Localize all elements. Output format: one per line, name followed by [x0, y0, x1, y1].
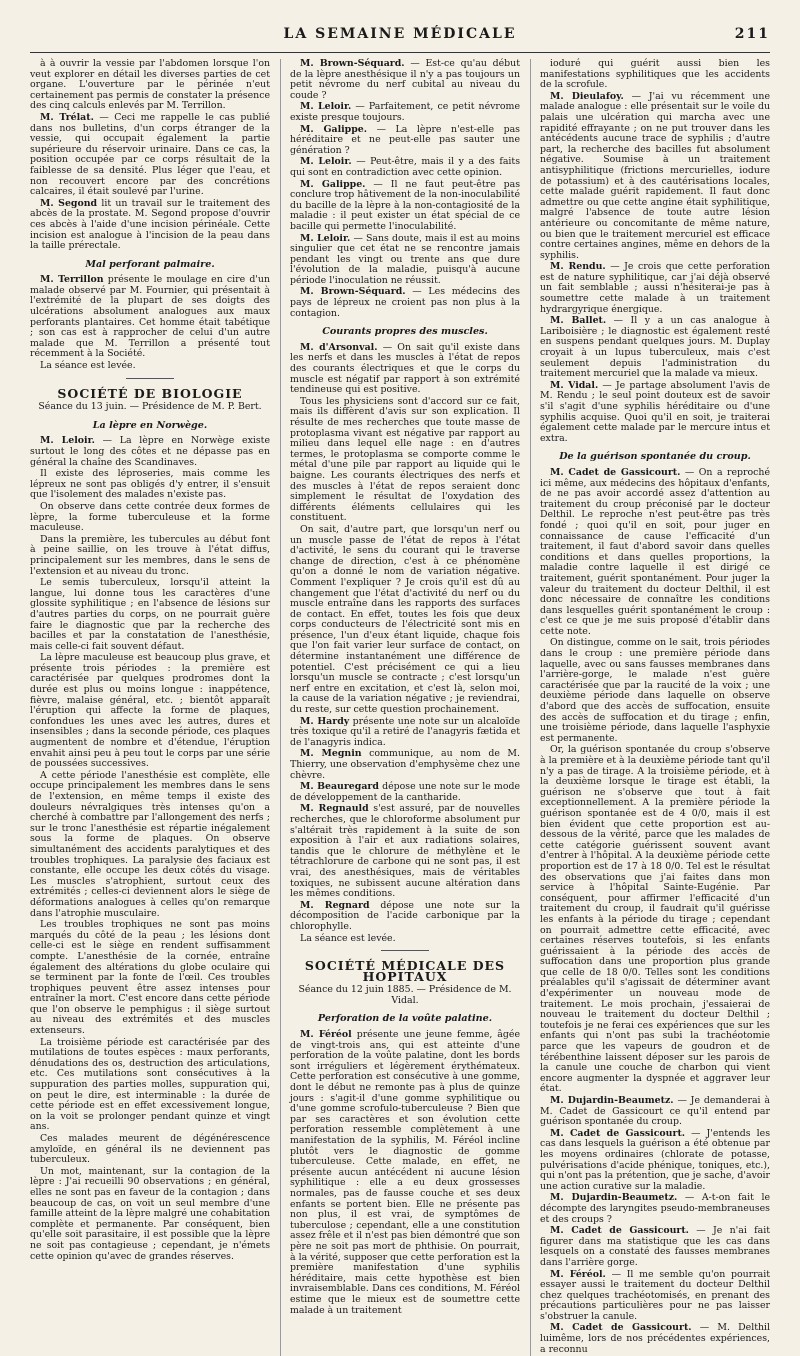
paragraph-text: — J'ai vu récemment une malade analogue : elle présentait sur le voile du palais une ulcération qui marcha avec une rapidité effrayante ; on ne put trouver dans les antécédents aucune trace de syphilis ; d'autre part, la recherche des bacilles fut absolument négative. Soumise à un traitement antisyphilitique (frictions mercurielles, iodure de potassium) et à des cautérisations locales, cette malade guérit rapidement. Il faut donc admettre ou que cette angine était syphilitique, malgré l'absence de toute autre lésion antérieure ou concomitante de même nature, ou bien que le traitement mercuriel est efficace contre certaines angines, même en dehors de la syphilis.	[540, 90, 771, 261]
paragraph	[30, 1134, 270, 1166]
section-heading: La lèpre en Norwège.	[92, 419, 208, 431]
society-heading: SOCIÉTÉ MÉDICALE DES HOPITAUX	[304, 958, 506, 984]
speaker-name: M. Segond	[40, 197, 98, 209]
speaker-name: M. Galippe.	[300, 178, 366, 190]
speaker-name: M. Rendu.	[550, 261, 606, 273]
paragraph	[30, 502, 270, 534]
paragraph	[290, 180, 520, 233]
paragraph	[30, 199, 270, 252]
speaker-name: M. Hardy	[300, 715, 350, 727]
speaker-name: M. Leloir.	[300, 232, 351, 244]
paragraph-text: à à ouvrir la vessie par l'abdomen lorsque l'on veut explorer en détail les diverses parties de cet organe. L'ouverture par le périnée n'eut certainement pas permis de constater la présence des cinq calculs enlevés par M. Terrillon.	[30, 58, 270, 112]
paragraph	[290, 782, 520, 803]
paragraph-text: — Peut-être, mais il y a des faits qui sont en contradiction avec cette opinion.	[290, 156, 520, 178]
paragraph	[540, 745, 770, 1095]
paragraph	[290, 1030, 520, 1316]
speaker-name: M. Leloir.	[40, 435, 95, 447]
paragraph-text: — A-t-on fait le décompte des laryngites pseudo-membraneuses et des croups ?	[540, 1192, 770, 1225]
paragraph-text: lit un travail sur le traitement des abcès de la prostate. M. Segond propose d'ouvrir ces abcès à l'aide d'une incision périnéale. Cette incision est analogue à l'incision de la peau dans la taille prérectale.	[30, 197, 270, 252]
paragraph	[540, 59, 770, 91]
paragraph	[30, 275, 270, 360]
paragraph-text: Or, la guérison spontanée du croup s'observe à la première et à la deuxième période tant qu'il n'y a pas de tirage. A la troisième période, et à la deuxième lorsque le tirage est établi, la guérison ne s'observe que tout à fait exceptionnellement. A la première période la guérison spontanée est de 4 0/0, mais il est bien évident que cette proportion est au-dessous de la vérité, parce que les malades de cette catégorie guérissent souvent avant d'entrer à l'hôpital. A la deuxième période cette proportion est de 17 à 18 0/0. Tel est le résultat des observations que j'ai faites dans mon service à l'hôpital Sainte-Eugénie. Par conséquent, pour affirmer l'efficacité d'un traitement du croup, il faudrait qu'il guérisse les enfants à la période du tirage ; cependant on pourrait admettre cette efficacité, avec certaines réserves toutefois, si les enfants guérissaient à la période des accès de suffocation dans une proportion plus grande que celle de 18 0/0. Telles sont les conditions préalables qu'il s'agissait de déterminer avant d'expérimenter un nouveau mode de traitement. Le mois prochain, j'essaierai de nouveau le traitement du docteur Delthil ; toutefois je ne ferai ces expériences que sur les enfants qui n'ont pas subi la trachéotomie parce que les vapeurs de goudron et de térébenthine laissent déposer sur les parois de la canule une couche de charbon qui vient encore augmenter la dyspnée et aggraver leur état.	[540, 744, 770, 1095]
speaker-name: M. Terrillon	[40, 274, 104, 286]
speaker-name: M. Vidal.	[550, 379, 599, 391]
section-heading: Mal perforant palmaire.	[85, 258, 215, 270]
speaker-name: M. Dieulafoy.	[550, 90, 624, 102]
paragraph-text: — Je partage absolument l'avis de M. Rendu ; le seul point douteux est de savoir s'il s'agit d'une syphilis héréditaire ou d'une syphilis acquise. Quoi qu'il en soit, je traiterai également cette malade par le mercure intus et extra.	[540, 379, 770, 444]
paragraph-text: — Je n'ai fait figurer dans ma statistique que les cas dans lesquels on a constaté des fausses membranes dans l'arrière gorge.	[540, 1225, 770, 1268]
paragraph	[290, 749, 520, 781]
paragraph	[30, 535, 270, 577]
paragraph	[30, 469, 270, 501]
paragraph	[30, 113, 270, 198]
speaker-name: M. Féréol	[300, 1029, 352, 1041]
paragraph-text: — On a reproché ici même, aux médecins des hôpitaux d'enfants, de ne pas avoir accordé assez d'attention au traitement du croup préconisé par le docteur Delthil. Le reproche n'est peut-être pas très fondé ; quoi qu'il en soit, pour juger en connaissance de cause l'efficacité d'un traitement, il faut d'abord savoir dans quelles conditions et dans quelles proportions, la maladie contre laquelle il est dirigé ce traitement, guérit spontanément. Pour juger la valeur du traitement du docteur Delthil, il est donc nécessaire de connaître les conditions dans lesquelles guérit spontanément le croup : c'est ce que je me suis proposé d'établir dans cette note.	[540, 466, 771, 637]
section-divider	[126, 378, 174, 379]
paragraph	[540, 468, 770, 638]
paragraph	[30, 578, 270, 652]
column-middle	[280, 59, 520, 1356]
paragraph	[540, 316, 770, 380]
speaker-name: M. Beauregard	[300, 781, 379, 793]
paragraph-text: Les troubles trophiques ne sont pas moins marqués du côté de la peau ; les lésions dont celle-ci est le siège en rendent suffisamment compte. L'anesthésie de la cornée, entraîne également des altérations du globe oculaire qui se terminent par la fonte de l'œil. Ces troubles trophiques peuvent être assez intenses pour entraîner la mort. C'est encore dans cette période que l'on observe le pemphigus : il siège surtout au niveau des extrémités et des muscles extenseurs.	[30, 919, 270, 1037]
speaker-name: M. Cadet de Gassicourt.	[550, 466, 681, 478]
society-heading: SOCIÉTÉ DE BIOLOGIE	[57, 385, 243, 401]
paragraph-text: — Ceci me rappelle le cas publié dans nos bulletins, d'un corps étranger de la vessie, qui occupait également la partie supérieure du réservoir urinaire. Dans ce cas, la position occupée par ce corps résultait de la faiblesse de sa densité. Plus léger que l'eau, et non recouvert encore par des concrétions calcaires, il était soulevé par l'urine.	[30, 111, 270, 198]
paragraph	[540, 1270, 770, 1323]
paragraph-text: — M. Delthil luimême, lors de nos précédentes expériences, a reconnu	[540, 1322, 771, 1355]
paragraph	[30, 1167, 270, 1262]
speaker-name: M. Leloir.	[300, 156, 352, 168]
paragraph	[540, 1129, 770, 1193]
paragraph-text: — Je demanderai à M. Cadet de Gassicourt ce qu'il entend par guérison spontanée du croup.	[540, 1095, 770, 1128]
speaker-name: M. d'Arsonval.	[300, 341, 378, 353]
paragraph-text: s'est assuré, par de nouvelles recherches, que le chloroforme absolument pur s'altérait très rapidement à la suite de son exposition à l'air et aux radiations solaires, tandis que le chlorure de méthylène et le tétrachlorure de carbone qui ne sont pas, il est vrai, des anesthésiques, mais de véritables toxiques, ne subissent aucune altération dans les mêmes conditions.	[290, 803, 520, 900]
paragraph-text: — Je crois que cette perforation est de nature syphilitique, car j'ai déjà observé un fait semblable ; aussi n'hésiterai-je pas à soumettre cette malade à un traitement hydrargyrique énergique.	[540, 261, 770, 315]
paragraph	[30, 1038, 270, 1133]
paragraph-text: Un mot, maintenant, sur la contagion de la lèpre : J'ai recueilli 90 observations ; en général, elles ne sont pas en faveur de la contagion ; dans beaucoup de cas, on voit un seul membre d'une famille atteint de la lèpre malgré une cohabitation complète et permanente. Par conséquent, bien qu'elle soit parasitaire, il est possible que la lèpre ne soit pas contagieuse ; cependant, je n'émets cette opinion qu'avec de grandes réserves.	[30, 1165, 271, 1262]
paragraph-text: ioduré qui guérit aussi bien les manifestations syphilitiques que les accidents de la scrofule.	[540, 58, 770, 91]
paragraph-text: On observe dans cette contrée deux formes de lèpre, la forme tuberculeuse et la forme maculeuse.	[30, 500, 270, 534]
paragraph-text: communique, au nom de M. Thierry, une observation d'emphysème chez une chèvre.	[290, 748, 520, 781]
paragraph	[290, 102, 520, 123]
section-divider	[381, 950, 429, 951]
paragraph-text: A cette période l'anesthésie est complète, elle occupe principalement les membres dans le sens de l'extension, en même temps il existe des douleurs névralgiques très intenses qu'on a cherché à combattre par l'allongement des nerfs ; sur le tronc l'anesthésie est répartie inégalement sous la forme de plaques. On observe simultanément des accidents paralytiques et des troubles trophiques. La paralysie des faciaux est constante, elle occupe les deux côtés du visage. Les muscles s'atrophient, surtout ceux des extrémités ; celles-ci deviennent alors le siège de déformations analogues à celles qu'on remarque dans l'atrophie musculaire.	[30, 769, 270, 919]
paragraph-text: — Est-ce qu'au début de la lèpre anesthésique il n'y a pas toujours un petit névrome du nerf cubital au niveau du coude ?	[290, 58, 520, 101]
paragraph-text: — On sait qu'il existe dans les nerfs et dans les muscles à l'état de repos des courants électriques et que le corps du muscle est négatif par rapport à son extrémité tendineuse qui est positive.	[290, 341, 520, 396]
paragraph-text: — La lèpre n'est-elle pas héréditaire et ne peut-elle pas sauter une génération ?	[290, 123, 520, 156]
paragraph-text: Tous les physiciens sont d'accord sur ce fait, mais ils diffèrent d'avis sur son explication. Il résulte de mes recherches que toute masse de protoplasma vivant est négative par rapport au milieu dans lequel elle nage : en d'autres termes, le protoplasma se comporte comme le métal d'une pile par rapport au liquide qui le baigne. Les courants électriques des nerfs et des muscles à l'état de repos seraient donc simplement le résultat de l'oxydation des différents éléments cellulaires qui les constituent.	[290, 395, 520, 524]
paragraph	[540, 1096, 770, 1128]
speaker-name: M. Regnard	[300, 899, 370, 911]
session-line: Séance du 12 juin 1885. — Présidence de M. Vidal.	[298, 984, 512, 1006]
paragraph-text: On sait, d'autre part, que lorsqu'un nerf ou un muscle passe de l'état de repos à l'état d'activité, le sens du courant qui le traverse change de direction, c'est à ce phénomène qu'on a donné le nom de variation négative. Comment l'expliquer ? Je crois qu'il est dû au changement que l'état d'activité du nerf ou du muscle entraîne dans les rapports des surfaces de contact. En effet, toutes les fois que deux corps conducteurs de l'électricité sont mis en présence, l'un d'eux étant liquide, chaque fois que l'on fait varier leur surface de contact, on détermine instantanément une différence de potentiel. C'est précisément ce qui a lieu lorsqu'un muscle se contracte ; c'est lorsqu'un nerf entre en excitation, et c'est là, selon moi, la cause de la variation négative ; je reviendrai, du reste, sur cette question prochainement.	[290, 523, 520, 716]
speaker-name: M. Trélat.	[40, 111, 94, 123]
paragraph-text: On distingue, comme on le sait, trois périodes dans le croup : une première période dans laquelle, avec ou sans fausses membranes dans l'arrière-gorge, le malade n'est guère caractérisée que par la raucité de la voix ; une deuxième période dans laquelle on observe d'abord que des accès de suffocation, ensuite des accès de suffocation et du tirage ; enfin, une troisième période, dans laquelle l'asphyxie est permanente.	[540, 637, 770, 744]
paragraph	[30, 920, 270, 1037]
speaker-name: M. Cadet de Gassicourt.	[550, 1322, 692, 1334]
column-left	[30, 59, 270, 1356]
paragraph	[290, 125, 520, 157]
paragraph-text: dépose une note sur le mode de développement de la cantharide.	[290, 781, 521, 803]
session-closing: La séance est levée.	[40, 360, 136, 372]
session-line: Séance du 13 juin. — Présidence de M. P. Bert.	[38, 401, 262, 413]
paragraph	[290, 804, 520, 899]
paragraph	[30, 59, 270, 112]
journal-title: LA SEMAINE MÉDICALE	[283, 26, 517, 42]
paragraph-text: — Il ne faut peut-être pas conclure trop hâtivement de la non-inoculabilité du bacille de la lèpre à la non-contagiosité de la maladie : il peut exister un état spécial de ce bacille qui permette l'inoculabilité.	[290, 178, 521, 232]
section-heading: Perforation de la voûte palatine.	[317, 1013, 493, 1025]
speaker-name: M. Regnauld	[300, 803, 369, 815]
paragraph-text: Le semis tuberculeux, lorsqu'il atteint la langue, lui donne tous les caractères d'une glossite syphilitique ; en l'absence de lésions sur d'autres parties du corps, on ne pourrait guère faire le diagnostic que par la recherche des bacilles et par la constatation de l'anesthésie, mais celle-ci fait souvent défaut.	[30, 577, 270, 652]
speaker-name: M. Leloir.	[300, 101, 352, 113]
paragraph-text: dépose une note sur la décomposition de l'acide carbonique par la chlorophylle.	[290, 899, 520, 932]
paragraph-text: — J'entends les cas dans lesquels la guérison a été obtenue par les moyens ordinaires (chlorate de potasse, pulvérisations d'acide phénique, toniques, etc.), qui n'ont pas la prétention, que je sache, d'avoir une action curative sur la maladie.	[540, 1127, 770, 1192]
paragraph-text: — La lèpre en Norwège existe surtout le long des côtes et ne dépasse pas en général la chaîne des Scandinaves.	[30, 435, 270, 468]
paragraph-text: La lèpre maculeuse est beaucoup plus grave, et présente trois périodes : la première est caractérisée par quelques prodromes dont la durée est plus ou moins longue : inappétence, fièvre, malaise général, etc. ; bientôt apparaît l'éruption qui affecte la forme de plaques, confondues les unes avec les autres, dures et insensibles ; dans la seconde période, ces plaques augmentent de nombre et d'étendue, l'éruption envahit ainsi peu à peu tout le corps par une série de poussées successives.	[30, 652, 270, 770]
text-columns	[30, 58, 771, 1355]
section-heading: De la guérison spontanée du croup.	[559, 451, 751, 463]
paragraph	[540, 262, 770, 315]
paragraph-text: Il existe des léproseries, mais comme les lépreux ne sont pas obligés d'y entrer, il s'ensuit que l'isolement des malades n'existe pas.	[30, 468, 270, 501]
paragraph-text: présente une jeune femme, âgée de vingt-trois ans, qui est atteinte d'une perforation de la voûte palatine, dont les bords sont irréguliers et légèrement érythémateux. Cette perforation est consécutive à une gomme, dont le début ne remonte pas à plus de quinze jours : s'agit-il d'une gomme syphilitique ou d'une gomme scrofulo-tuberculeuse ? Bien que par ses caractères et son évolution cette perforation ressemble complètement à une manifestation de la syphilis, M. Féréol incline plutôt vers le diagnostic de gomme tuberculeuse. Cette malade, en effet, ne présente aucun antécédent ni aucune lésion syphilitique : elle a eu deux grossesses normales, pas de fausse couche et ses deux enfants se portent bien. Elle ne présente pas non plus, il est vrai, de symptômes de tuberculose ; cependant, elle a une constitution assez frêle et il n'est pas bien démontré que son père ne soit pas mort de phthisie. On pourrait, à la vérité, supposer que cette perforation est la première manifestation d'une syphilis héréditaire, mais cette hypothèse est bien invraisemblable. Dans ces conditions, M. Féréol estime que le mieux est de soumettre cette malade à un traitement	[290, 1029, 520, 1316]
speaker-name: M. Brown-Séquard.	[300, 286, 406, 298]
speaker-name: M. Cadet de Gassicourt.	[550, 1225, 689, 1237]
session-closing: La séance est levée.	[300, 932, 396, 944]
speaker-name: M. Cadet de Gassicourt.	[550, 1127, 686, 1139]
paragraph	[290, 397, 520, 524]
speaker-name: M. Dujardin-Beaumetz.	[550, 1192, 678, 1204]
page-number: 211	[734, 26, 770, 42]
speaker-name: M. Féréol.	[550, 1268, 606, 1280]
paragraph-text: — Sans doute, mais il est au moins singulier que cet état ne se rencontre jamais pendant les vingt ou trente ans que dure l'évolution de la maladie, puisqu'à aucune période l'inoculation ne réussit.	[290, 232, 520, 286]
paragraph	[540, 1323, 770, 1355]
paragraph-text: La troisième période est caractérisée par des mutilations de toutes espèces : maux perforants, dénudations des os, destruction des articulations, etc. Ces mutilations sont consécutives à la suppuration des parties molles, suppuration qui, on peut le dire, est interminable : la durée de cette période est en effet excessivement longue, on la voit se prolonger pendant quinze et vingt ans.	[30, 1036, 270, 1133]
paragraph	[290, 525, 520, 716]
paragraph	[290, 343, 520, 396]
paragraph-text: — Les médecins des pays de lépreux ne croient pas non plus à la contagion.	[290, 286, 520, 319]
paragraph-text: — Il y a un cas analogue à Lariboisière ; le diagnostic est également resté en suspens pendant quelques jours. M. Duplay croyait à un lupus tuberculeux, mais c'est seulement depuis l'administration du traitement mercuriel que la malade va mieux.	[540, 315, 770, 380]
paragraph	[30, 771, 270, 919]
paragraph-text: Ces malades meurent de dégénérescence amyloïde, en général ils ne deviennent pas tuberculeux.	[30, 1133, 270, 1166]
paragraph	[30, 653, 270, 770]
header-rule	[30, 52, 770, 53]
paragraph	[540, 1226, 770, 1268]
paragraph-text: — Il me semble qu'on pourrait essayer aussi le traitement du docteur Delthil chez quelques trachéotomisés, en prenant des précautions particulières pour ne pas laisser s'obstruer la canule.	[540, 1268, 771, 1322]
speaker-name: M. Brown-Séquard.	[300, 58, 405, 69]
paragraph-text: présente une note sur un alcaloïde très toxique qu'il a retiré de l'anagyris fætida et de l'anagyris indica.	[290, 715, 520, 748]
paragraph	[290, 287, 520, 319]
paragraph	[290, 59, 520, 101]
running-head	[30, 26, 770, 48]
paragraph-text: — Parfaitement, ce petit névrome existe presque toujours.	[290, 101, 520, 123]
paragraph	[30, 436, 270, 468]
paragraph-text: présente le moulage en cire d'un malade observé par M. Fournier, qui présentait à l'extrémité de la plupart de ses doigts des ulcérations absolument analogues aux maux perforants plantaires. Cet homme était tabétique ; son cas est à rapprocher de celui d'un autre malade que M. Terrillon a présenté tout récemment à la Société.	[30, 274, 271, 360]
paragraph-text: Dans la première, les tubercules au début font à peine saillie, on les trouve à l'état diffus, principalement sur les membres, dans le sens de l'extension et au niveau du tronc.	[30, 533, 270, 577]
paragraph	[540, 638, 770, 744]
paragraph	[290, 157, 520, 178]
paragraph	[540, 92, 770, 262]
paragraph	[540, 1193, 770, 1225]
paragraph	[540, 381, 770, 445]
paragraph	[290, 717, 520, 749]
column-right	[530, 59, 770, 1356]
paragraph	[290, 234, 520, 287]
speaker-name: M. Galippe.	[300, 123, 368, 135]
speaker-name: M. Ballet.	[550, 315, 607, 327]
section-heading: Courants propres des muscles.	[322, 326, 488, 338]
speaker-name: M. Dujardin-Beaumetz.	[550, 1095, 674, 1106]
speaker-name: M. Megnin	[300, 748, 362, 760]
paragraph	[290, 901, 520, 933]
